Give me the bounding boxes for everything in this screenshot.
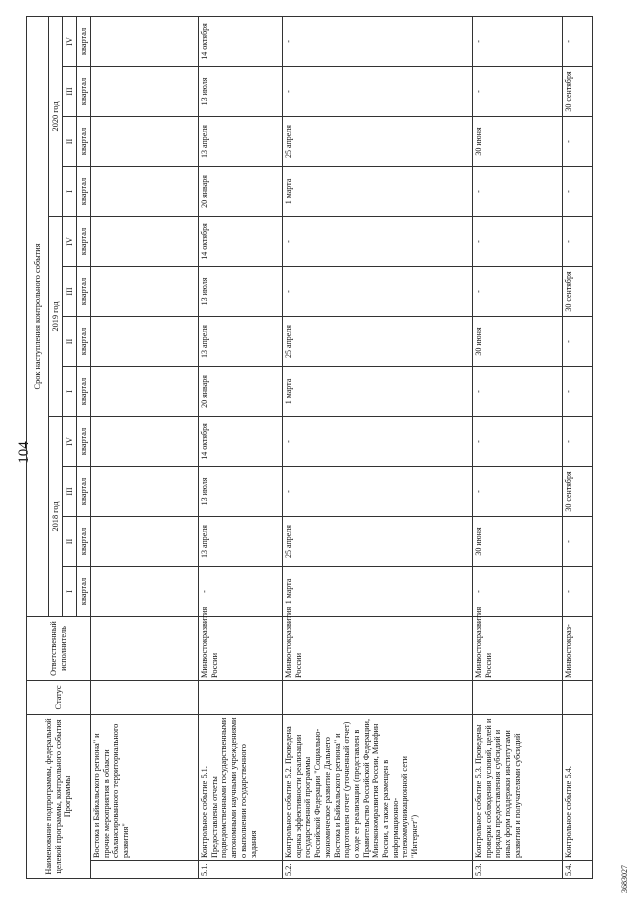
quarter-date: - <box>563 416 593 466</box>
table-body <box>91 16 593 878</box>
quarter-date: - <box>283 266 473 316</box>
quarter-date: 1 марта <box>283 166 473 216</box>
table-row <box>283 16 473 878</box>
quarter-date <box>91 66 199 116</box>
header-quarter-word: квартал <box>77 516 91 566</box>
header-quarter-num: II <box>63 316 77 366</box>
quarter-date: - <box>473 366 563 416</box>
event-name: Контрольное событие 5.4. <box>563 714 593 860</box>
quarter-date: - <box>473 66 563 116</box>
header-year: 2019 год <box>49 216 63 416</box>
quarter-date <box>91 466 199 516</box>
header-quarter-word: квартал <box>77 66 91 116</box>
quarter-date: - <box>283 216 473 266</box>
row-number: 5.2. <box>283 861 473 879</box>
quarter-date: - <box>473 416 563 466</box>
header-quarter-num: I <box>63 166 77 216</box>
page-number: 104 <box>16 441 32 464</box>
quarter-date: 20 января <box>199 366 283 416</box>
row-status <box>199 680 283 714</box>
quarter-date: - <box>473 466 563 516</box>
header-quarter-word: квартал <box>77 216 91 266</box>
quarter-date <box>91 16 199 66</box>
quarter-date: 25 апреля <box>283 116 473 166</box>
row-number <box>91 861 199 879</box>
responsible-executor: Минвостокразвития России <box>199 616 283 680</box>
quarter-date: 13 июля <box>199 266 283 316</box>
responsible-executor: Минвостокраз- <box>563 616 593 680</box>
header-quarter-word: квартал <box>77 466 91 516</box>
row-number: 5.3. <box>473 861 563 879</box>
quarter-date <box>91 266 199 316</box>
responsible-executor: Минвостокразвития России <box>283 616 473 680</box>
row-number: 5.4. <box>563 861 593 879</box>
quarter-date: - <box>283 466 473 516</box>
quarter-date: 14 октября <box>199 16 283 66</box>
quarter-date: 13 апреля <box>199 516 283 566</box>
quarter-date <box>91 116 199 166</box>
quarter-date: 30 сентября <box>563 266 593 316</box>
row-status <box>91 680 199 714</box>
header-term: Срок наступления контрольного события <box>27 16 49 616</box>
quarter-date: - <box>563 516 593 566</box>
quarter-date <box>91 516 199 566</box>
header-responsible: Ответственный исполнитель <box>27 616 91 680</box>
header-quarter-num: IV <box>63 16 77 66</box>
document-id: 3683027 <box>620 865 629 893</box>
control-events-table <box>26 16 593 879</box>
quarter-date <box>91 316 199 366</box>
responsible-executor <box>91 616 199 680</box>
quarter-date <box>91 366 199 416</box>
quarter-date <box>91 566 199 616</box>
quarter-date: - <box>473 216 563 266</box>
quarter-date: 30 июня <box>473 516 563 566</box>
quarter-date: - <box>283 66 473 116</box>
header-quarter-num: I <box>63 366 77 416</box>
quarter-date: 30 сентября <box>563 66 593 116</box>
row-status <box>473 680 563 714</box>
event-name: Контрольное событие 5.1. Предоставлены отчеты подведомственными государственными автономными научными учреждениями о выполнении государственного задания <box>199 714 283 860</box>
quarter-date: 30 сентября <box>563 466 593 516</box>
table-row <box>563 16 593 878</box>
quarter-date: - <box>563 16 593 66</box>
quarter-date: - <box>473 166 563 216</box>
quarter-date <box>91 216 199 266</box>
quarter-date: 1 марта <box>283 366 473 416</box>
header-year: 2020 год <box>49 16 63 216</box>
header-quarter-word: квартал <box>77 566 91 616</box>
table-header <box>27 16 91 878</box>
quarter-date: 13 апреля <box>199 316 283 366</box>
row-status <box>563 680 593 714</box>
quarter-date: - <box>473 566 563 616</box>
header-quarter-num: III <box>63 66 77 116</box>
quarter-date: - <box>563 116 593 166</box>
event-name: Контрольное событие 5.3. Проведены проверки соблюдения условий, целей и порядка предоставления субсидий и иных форм поддержки институтами развития и получателями субсидий <box>473 714 563 860</box>
header-quarter-num: II <box>63 116 77 166</box>
header-quarter-word: квартал <box>77 166 91 216</box>
header-quarter-word: квартал <box>77 266 91 316</box>
header-quarter-word: квартал <box>77 416 91 466</box>
table-row <box>473 16 563 878</box>
header-quarter-num: II <box>63 516 77 566</box>
header-quarter-num: III <box>63 266 77 316</box>
header-quarter-num: IV <box>63 416 77 466</box>
quarter-date: - <box>283 416 473 466</box>
quarter-date: - <box>563 216 593 266</box>
header-year: 2018 год <box>49 416 63 616</box>
table-row <box>199 16 283 878</box>
header-quarter-num: III <box>63 466 77 516</box>
quarter-date: - <box>563 566 593 616</box>
quarter-date: 25 апреля <box>283 316 473 366</box>
quarter-date: 13 июля <box>199 66 283 116</box>
header-quarter-num: I <box>63 566 77 616</box>
quarter-date: - <box>283 16 473 66</box>
header-quarter-num: IV <box>63 216 77 266</box>
quarter-date: - <box>563 366 593 416</box>
quarter-date: 25 апреля <box>283 516 473 566</box>
quarter-date: 13 июля <box>199 466 283 516</box>
quarter-date: 30 июня <box>473 116 563 166</box>
quarter-date: 13 апреля <box>199 116 283 166</box>
row-status <box>283 680 473 714</box>
header-quarter-word: квартал <box>77 116 91 166</box>
header-name: Наименование подпрограммы, федеральной целевой программы, контрольного события Программы <box>27 714 91 878</box>
quarter-date: - <box>563 316 593 366</box>
table-row <box>91 16 199 878</box>
quarter-date: 1 марта <box>283 566 473 616</box>
event-name: Контрольное событие 5.2. Проведена оценка эффективности реализации государственной программы Российской Федерации "Социально-экономическое развитие Дальнего Востока и Байкальского региона" и подготовлен отчет (уточненный отчет) о ходе ее реализации (представлен в Правительство Российской Федерации, Минэкономразвития России, Минфин России, а также размещен в информационно-телекоммуникационной сети "Интернет") <box>283 714 473 860</box>
quarter-date: 20 января <box>199 166 283 216</box>
quarter-date <box>91 166 199 216</box>
event-name: Востока и Байкальского региона" и прочие мероприятия в области сбалансированного территориального развития" <box>91 714 199 860</box>
quarter-date: - <box>199 566 283 616</box>
responsible-executor: Минвостокразвития России <box>473 616 563 680</box>
quarter-date <box>91 416 199 466</box>
header-quarter-word: квартал <box>77 366 91 416</box>
quarter-date: 30 июня <box>473 316 563 366</box>
quarter-date: - <box>473 266 563 316</box>
header-status: Статус <box>27 680 91 714</box>
header-quarter-word: квартал <box>77 16 91 66</box>
quarter-date: 14 октября <box>199 416 283 466</box>
quarter-date: - <box>473 16 563 66</box>
quarter-date: - <box>563 166 593 216</box>
quarter-date: 14 октября <box>199 216 283 266</box>
header-quarter-word: квартал <box>77 316 91 366</box>
row-number: 5.1. <box>199 861 283 879</box>
